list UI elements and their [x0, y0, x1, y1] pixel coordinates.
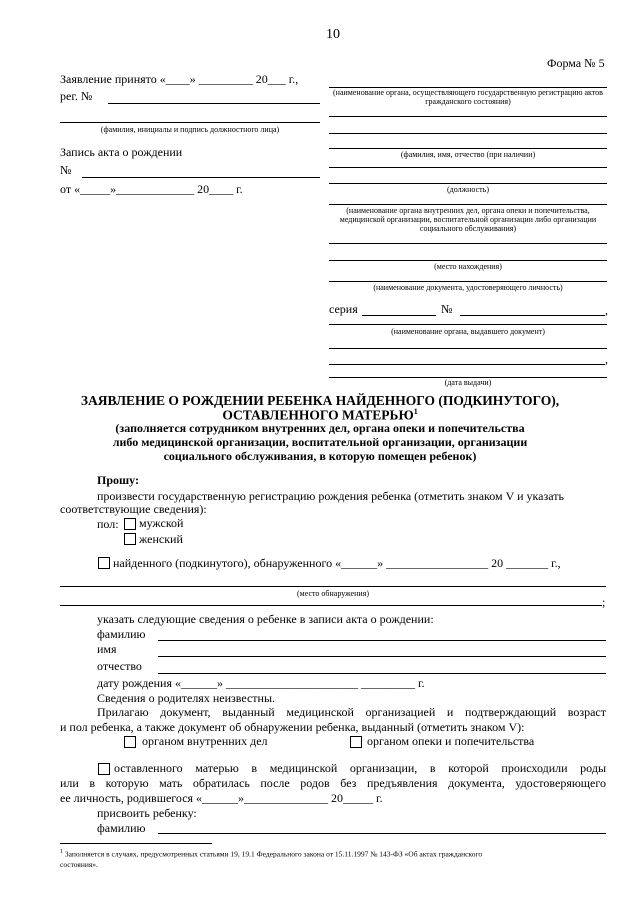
attach-paragraph — [60, 705, 606, 735]
reg-number-field[interactable] — [108, 103, 320, 104]
issuer-field-2[interactable] — [329, 348, 607, 349]
organ-caption — [329, 88, 607, 106]
footnote-line-2: состояния». — [60, 860, 98, 869]
comma-2: , — [605, 352, 608, 366]
comma: , — [605, 303, 608, 317]
doc-caption: (наименование документа, удостоверяющего личность) — [373, 283, 563, 292]
male-checkbox[interactable] — [124, 518, 136, 530]
org-field[interactable] — [329, 204, 607, 205]
fio-caption: (фамилия, имя, отчество (при наличии) — [400, 150, 536, 159]
position-caption: (должность) — [447, 185, 489, 194]
footnote-line-1 — [60, 849, 482, 859]
position-field-2[interactable] — [329, 183, 607, 184]
official-caption: (фамилия, инициалы и подпись должностного лица) — [100, 125, 280, 134]
title-line-1: ЗАЯВЛЕНИЕ О РОЖДЕНИИ РЕБЕНКА НАЙДЕННОГО (ПОДКИНУТОГО), — [80, 393, 560, 408]
attach-line-1: Прилагаю документ, выданный медицинской организацией и подтверждающий возраст — [97, 705, 606, 719]
title-sub-3: социального обслуживания, в которую помещен ребенок) — [163, 449, 477, 463]
doc-number-field[interactable] — [460, 315, 605, 316]
organ-caption-text: (наименование органа, осуществляющего государственную регистрацию актов гражданского состояния) — [333, 88, 603, 106]
place-field-2[interactable] — [60, 605, 602, 606]
found-line: найденного (подкинутого), обнаруженного «______» _________________ 20 _______ г., — [113, 556, 561, 570]
reg-number-label: рег. № — [60, 89, 93, 103]
sex-label: пол: — [97, 517, 119, 531]
doc-field[interactable] — [329, 281, 607, 282]
surname2-label: фамилию — [97, 821, 146, 835]
birth-record-label: Запись акта о рождении — [60, 145, 183, 159]
received-line: Заявление принято «____» _________ 20___ г., — [60, 72, 299, 86]
org-caption-wrap — [329, 206, 607, 233]
form-number: Форма № 5 — [547, 56, 605, 70]
register-line-1: произвести государственную регистрацию рождения ребенка (отметить знаком V и указать — [97, 489, 564, 503]
name-label: имя — [97, 642, 117, 656]
title-footnote-mark: 1 — [413, 407, 418, 416]
footnote-text-1: Заполняется в случаях, предусмотренных статьями 19, 19.1 Федерального закона от 15.11.1997 № 143-ФЗ «Об актах гражданского — [64, 849, 483, 859]
footnote-mark: 1 — [60, 849, 63, 855]
female-label: женский — [139, 532, 183, 546]
child-info-label: указать следующие сведения о ребенке в записи акта о рождении: — [97, 612, 434, 626]
organ-field-2[interactable] — [329, 116, 607, 117]
police-label: органом внутренних дел — [142, 734, 268, 748]
org-caption: (наименование органа внутренних дел, органа опеки и попечительства, медицинской организации, воспитательной организации либо организации социального обслуживания) — [339, 206, 597, 233]
record-number-field[interactable] — [82, 177, 320, 178]
location-field-2[interactable] — [329, 260, 607, 261]
surname-label: фамилию — [97, 627, 146, 641]
footnote-divider — [60, 843, 212, 844]
assign-label: присвоить ребенку: — [97, 806, 197, 820]
record-date: от «_____»_____________ 20____ г. — [60, 182, 243, 196]
semicolon: ; — [602, 595, 606, 609]
page-number: 10 — [326, 27, 340, 42]
left-by-mother-paragraph — [60, 761, 606, 806]
parents-unknown: Сведения о родителях неизвестны. — [97, 691, 276, 705]
dob-line: дату рождения «______» ______________________ _________ г. — [97, 676, 425, 690]
issuer-field[interactable] — [329, 324, 607, 325]
male-label: мужской — [139, 516, 184, 530]
left-line-2: или в которую мать обратилась после родов без предъявления документа, удостоверяющего — [60, 776, 606, 790]
police-checkbox[interactable] — [124, 736, 136, 748]
surname-field[interactable] — [158, 640, 606, 641]
series-field[interactable] — [362, 315, 436, 316]
attach-line-2: и пол ребенка, а также документ об обнаружении ребенка, выданный (отметить знаком V): — [60, 720, 525, 734]
issuer-caption: (наименование органа, выдавшего документ) — [391, 327, 545, 336]
location-field-1[interactable] — [329, 243, 607, 244]
location-caption: (место нахождения) — [434, 262, 502, 271]
fio-field-2[interactable] — [329, 148, 607, 149]
issue-date-caption: (дата выдачи) — [444, 378, 492, 387]
surname2-field[interactable] — [158, 833, 606, 834]
place-caption: (место обнаружения) — [297, 589, 369, 598]
left-line-3: ее личность, родившегося «______»______________ 20_____ г. — [60, 791, 383, 805]
title-line-2-text: ОСТАВЛЕННОГО МАТЕРЬЮ — [222, 407, 414, 423]
issuer-field-3[interactable] — [329, 364, 605, 365]
fio-field-1[interactable] — [329, 133, 607, 134]
patronymic-field[interactable] — [158, 673, 606, 674]
left-line-1: оставленного матерью в медицинской организации, в которой происходили роды — [114, 761, 606, 775]
official-signature-field[interactable] — [60, 122, 320, 123]
doc-number-label: № — [441, 302, 453, 316]
patronymic-label: отчество — [97, 659, 142, 673]
guardianship-label: органом опеки и попечительства — [367, 734, 535, 748]
position-field-1[interactable] — [329, 167, 607, 168]
found-checkbox[interactable] — [98, 557, 110, 569]
record-number-label: № — [60, 163, 72, 177]
request-label: Прошу: — [97, 473, 139, 487]
female-checkbox[interactable] — [124, 533, 136, 545]
title-sub-2: либо медицинской организации, воспитательной организации, организации — [112, 435, 528, 449]
register-line-2: соответствующие сведения): — [60, 502, 207, 516]
series-label: серия — [329, 302, 358, 316]
guardianship-checkbox[interactable] — [350, 736, 362, 748]
name-field[interactable] — [158, 656, 606, 657]
place-field[interactable] — [60, 586, 606, 587]
title-sub-1: (заполняется сотрудником внутренних дел, органа опеки и попечительства — [115, 421, 525, 435]
